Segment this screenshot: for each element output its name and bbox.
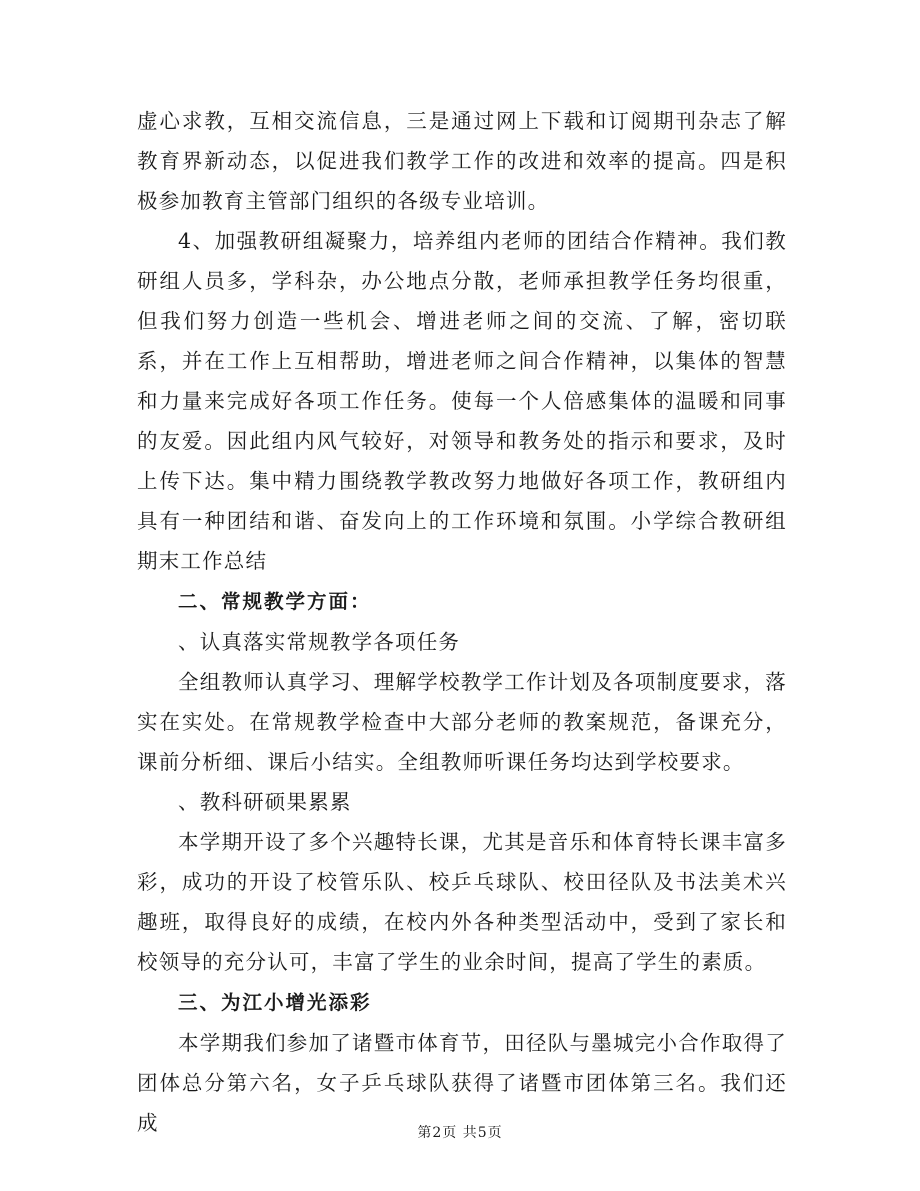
document-body [137, 101, 787, 1143]
paragraph-3: 全组教师认真学习、理解学校教学工作计划及各项制度要求，落实在实处。在常规教学检查中大部分老师的教案规范，备课充分，课前分析细、课后小结实。全组教师听课任务均达到学校要求。 [137, 670, 787, 774]
paragraph-2: 4、加强教研组凝聚力，培养组内老师的团结合作精神。我们教研组人员多，学科杂，办公地点分散，老师承担教学任务均很重，但我们努力创造一些机会、增进老师之间的交流、了解，密切联系，并在工作上互相帮助，增进老师之间合作精神，以集体的智慧和力量来完成好各项工作任务。使每一个人倍感集体的温暖和同事的友爱。因此组内风气较好，对领导和教务处的指示和要求，及时上传下达。集中精力围绕教学教改努力地做好各项工作，教研组内具有一种团结和谐、奋发向上的工作环境和氛围。小学综合教研组期末工作总结 [137, 229, 787, 573]
paragraph-5: 本学期我们参加了诸暨市体育节，田径队与墨城完小合作取得了团体总分第六名，女子乒乓球队获得了诸暨市团体第三名。我们还成 [137, 1031, 787, 1135]
subsection-item-1: 、认真落实常规教学各项任务 [178, 630, 461, 654]
paragraph-4: 本学期开设了多个兴趣特长课，尤其是音乐和体育特长课丰富多彩，成功的开设了校管乐队、校乒乓球队、校田径队及书法美术兴趣班，取得良好的成绩，在校内外各种类型活动中，受到了家长和校领导的充分认可，丰富了学生的业余时间，提高了学生的素质。 [137, 830, 787, 974]
section-heading-3: 三、为江小增光添彩 [178, 991, 372, 1014]
section-heading-2: 二、常规教学方面： [178, 590, 372, 613]
paragraph-1: 虚心求教，互相交流信息，三是通过网上下载和订阅期刊杂志了解教育界新动态，以促进我们教学工作的改进和效率的提高。四是积极参加教育主管部门组织的各级专业培训。 [137, 109, 787, 213]
subsection-item-2: 、教科研硕果累累 [178, 790, 352, 814]
page-number-footer: 第2页 共5页 [417, 1125, 503, 1141]
